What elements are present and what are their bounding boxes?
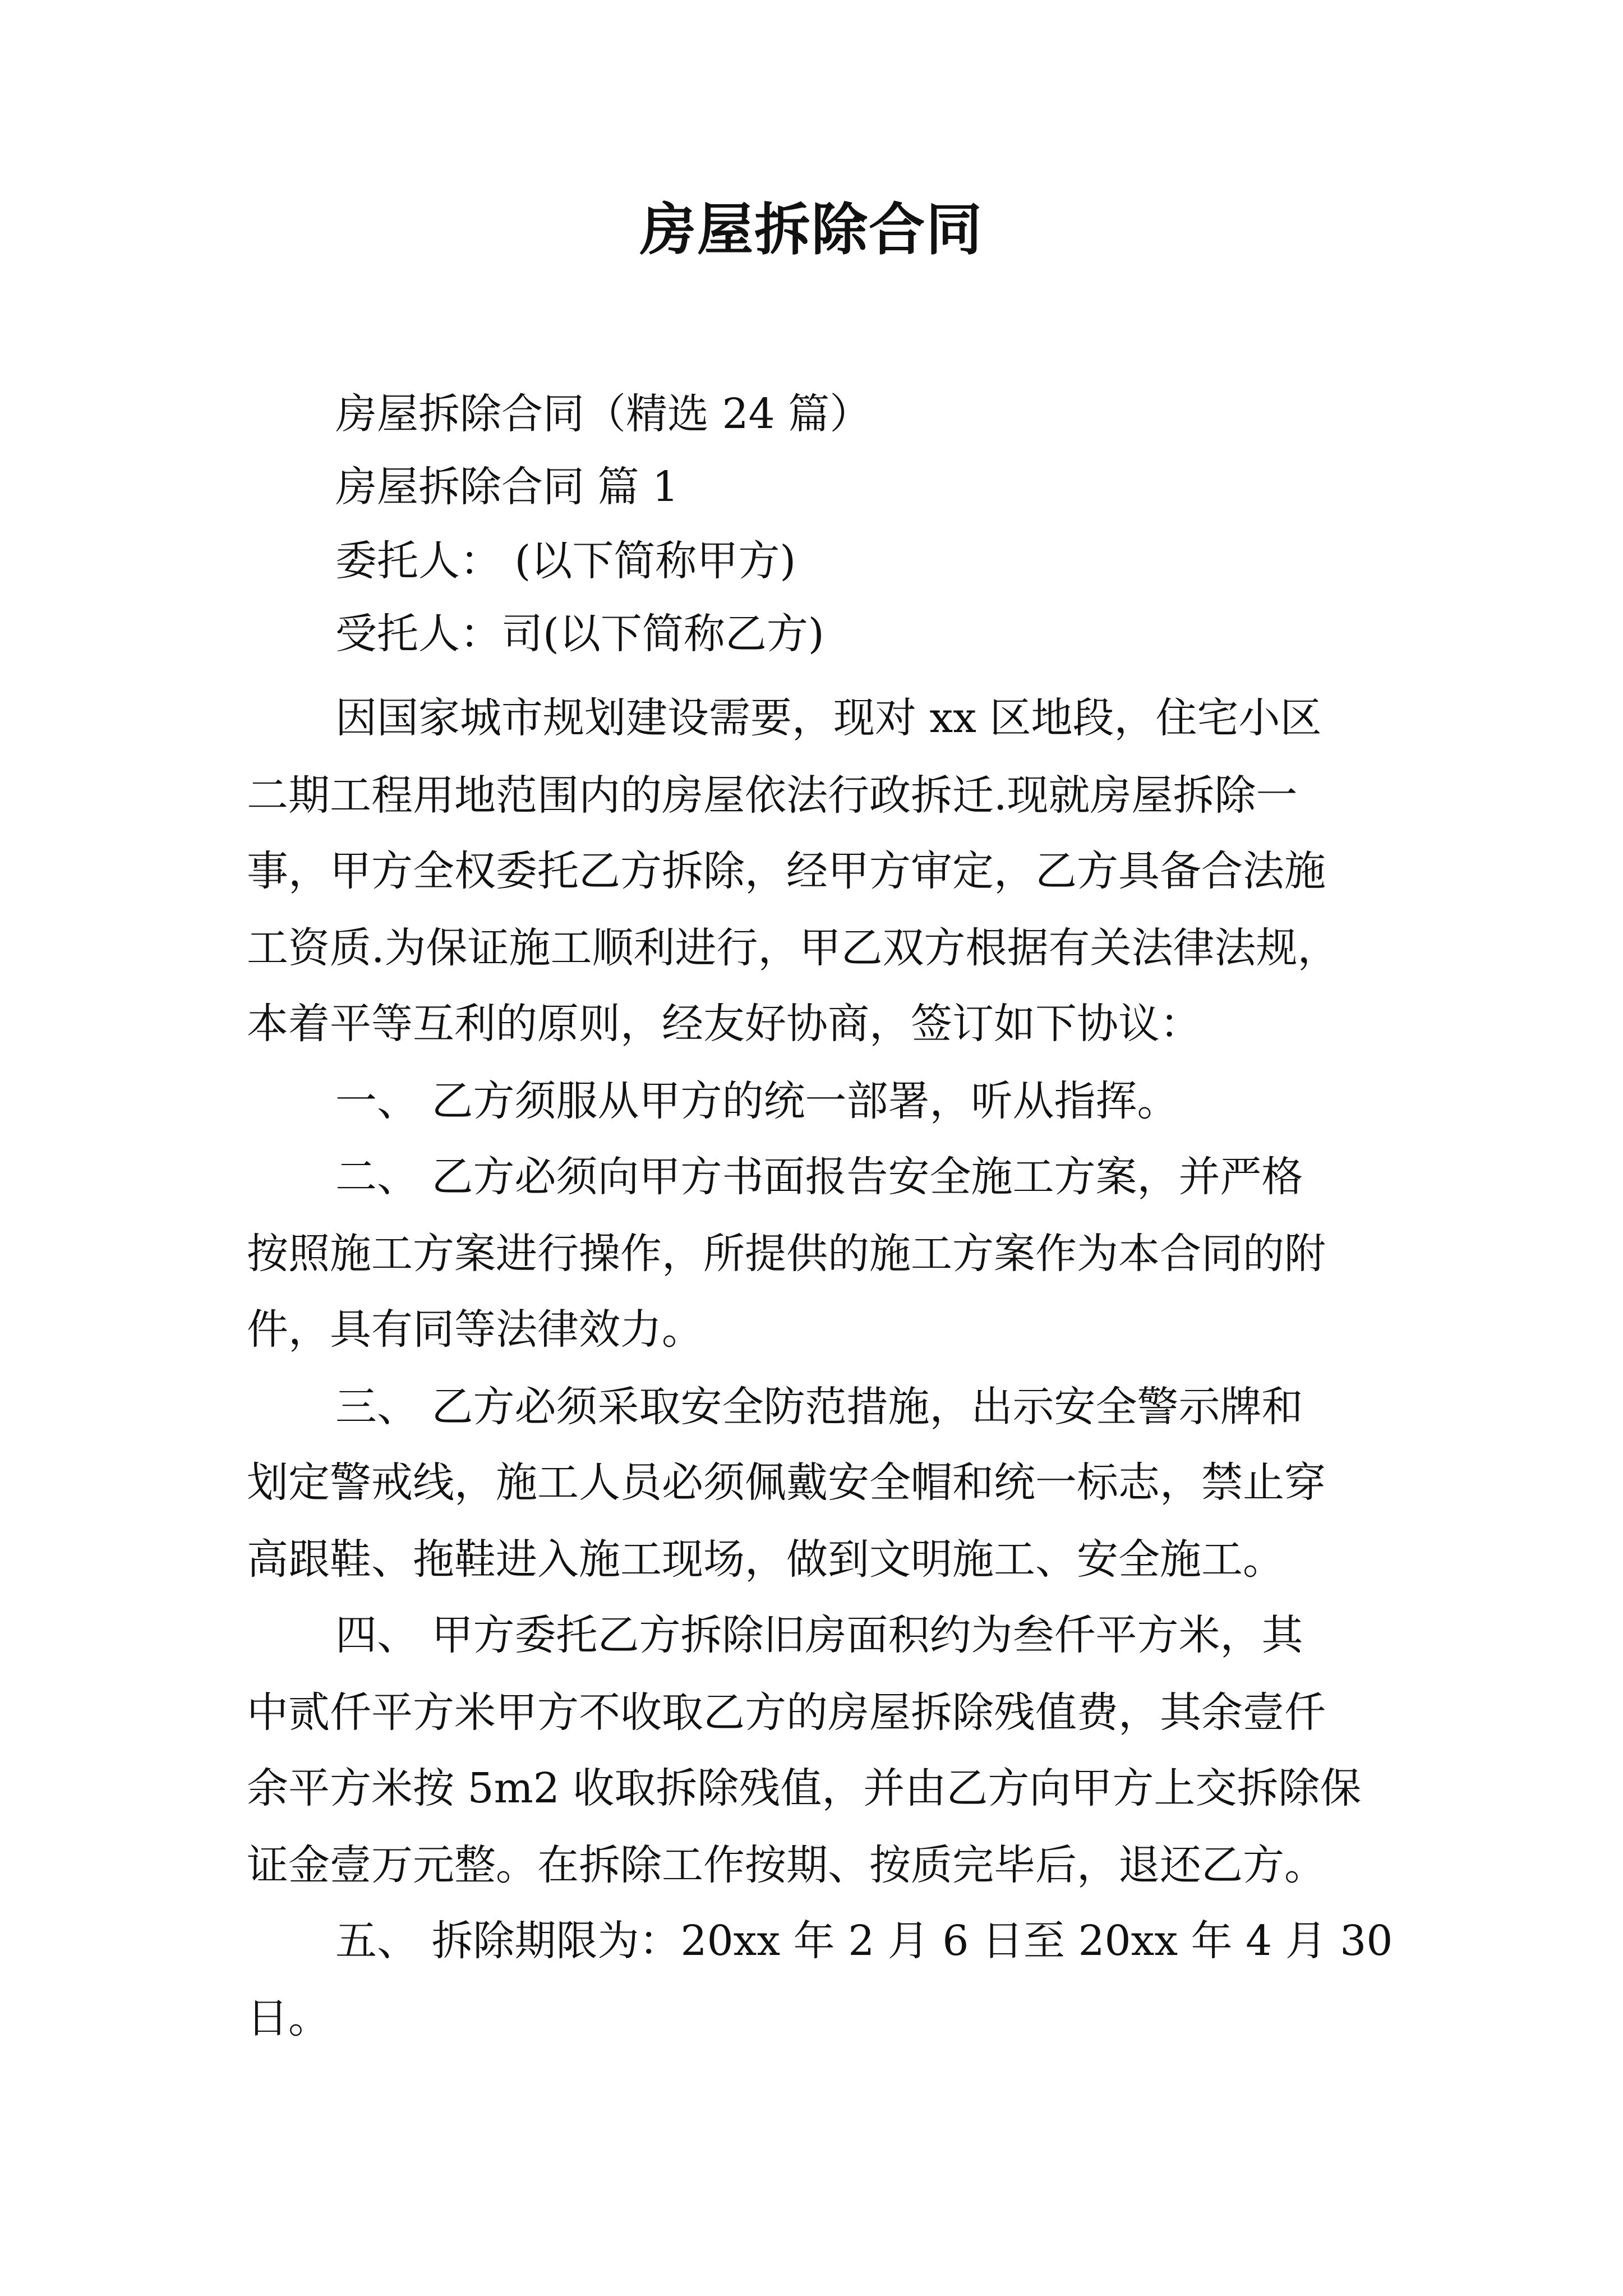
clause-3-line: 三、 乙方必须采取安全防范措施，出示安全警示牌和 bbox=[335, 1383, 1303, 1431]
clause-4-line: 证金壹万元整。在拆除工作按期、按质完毕后，退还乙方。 bbox=[247, 1841, 1326, 1889]
clause-4-line: 余平方米按 5m2 收取拆除残值，并由乙方向甲方上交拆除保 bbox=[247, 1764, 1362, 1812]
preamble-line: 本着平等互利的原则，经友好协商，签订如下协议： bbox=[247, 1000, 1201, 1048]
clause-5-line: 五、 拆除期限为：20xx 年 2 月 6 日至 20xx 年 4 月 30 bbox=[335, 1917, 1393, 1965]
document-title: 房屋拆除合同 bbox=[640, 197, 983, 263]
clause-2-line: 按照施工方案进行操作，所提供的施工方案作为本合同的附 bbox=[247, 1230, 1326, 1278]
principal-line: 委托人： (以下简称甲方) bbox=[335, 537, 796, 585]
agent-line: 受托人：司(以下简称乙方) bbox=[335, 610, 824, 658]
clause-2-line: 二、 乙方必须向甲方书面报告安全施工方案，并严格 bbox=[335, 1153, 1303, 1201]
clause-5-line: 日。 bbox=[247, 1994, 330, 2042]
clause-4-line: 四、 甲方委托乙方拆除旧房面积约为叁仟平方米，其 bbox=[335, 1611, 1303, 1659]
subtitle-line: 房屋拆除合同（精选 24 篇） bbox=[335, 390, 872, 438]
clause-1-line: 一、 乙方须服从甲方的统一部署，听从指挥。 bbox=[335, 1077, 1179, 1125]
preamble-line: 因国家城市规划建设需要，现对 xx 区地段，住宅小区 bbox=[335, 694, 1322, 742]
clause-3-line: 划定警戒线，施工人员必须佩戴安全帽和统一标志，禁止穿 bbox=[247, 1458, 1326, 1507]
preamble-line: 二期工程用地范围内的房屋依法行政拆迁.现就房屋拆除一 bbox=[247, 771, 1298, 820]
preamble-line: 事，甲方全权委托乙方拆除，经甲方审定，乙方具备合法施 bbox=[247, 847, 1326, 895]
clause-3-line: 高跟鞋、拖鞋进入施工现场，做到文明施工、安全施工。 bbox=[247, 1535, 1284, 1584]
section-heading: 房屋拆除合同 篇 1 bbox=[335, 463, 679, 511]
preamble-line: 工资质.为保证施工顺利进行，甲乙双方根据有关法律法规， bbox=[247, 924, 1339, 972]
clause-4-line: 中贰仟平方米甲方不收取乙方的房屋拆除残值费，其余壹仟 bbox=[247, 1688, 1326, 1737]
clause-2-line: 件，具有同等法律效力。 bbox=[247, 1305, 703, 1354]
